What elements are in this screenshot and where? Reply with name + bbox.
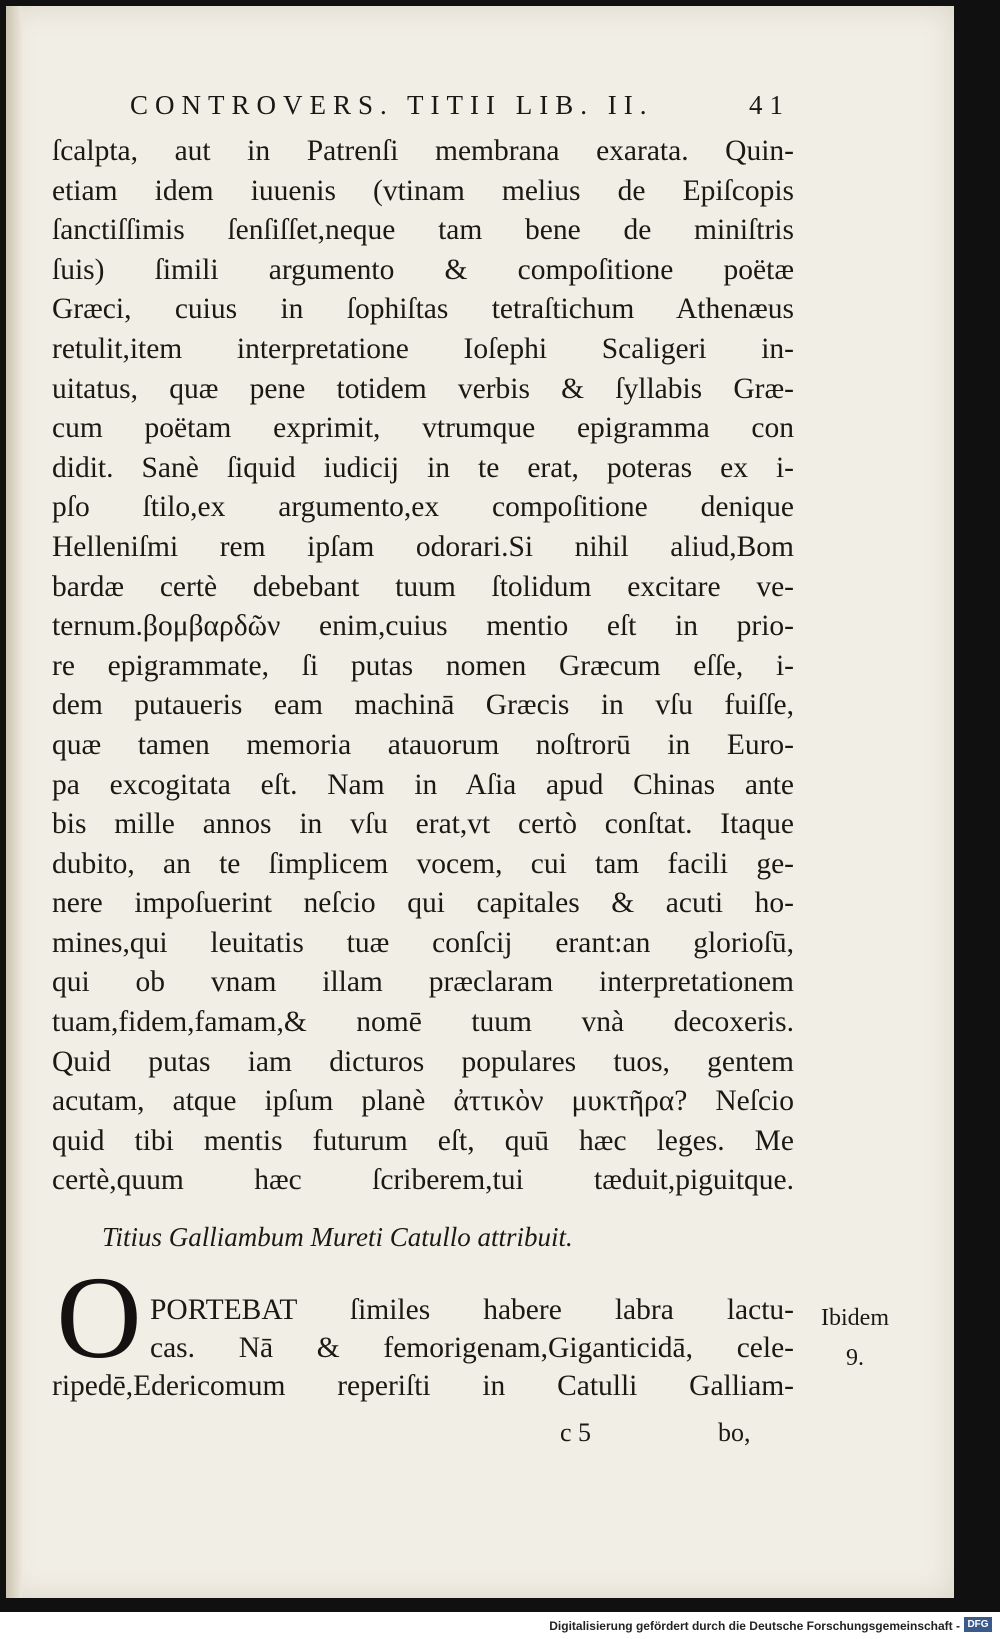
signature-mark: c 5 — [560, 1418, 592, 1447]
footer-credit: Digitalisierung gefördert durch die Deutsche Forschungsgemeinschaft - — [549, 1619, 960, 1633]
text-line: nere impoſuerint neſcio qui capitales & acuti ho- — [52, 887, 794, 920]
text-line: pſo ſtilo,ex argumento,ex compoſitione denique — [52, 491, 794, 524]
text-line: pa excogitata eſt. Nam in Aſia apud Chinas ante — [52, 768, 794, 801]
text-line: Græci, cuius in ſophiſtas tetraſtichum Athenæus — [52, 293, 794, 326]
margin-note-number: 9. — [846, 1345, 864, 1371]
text-line: uitatus, quæ pene totidem verbis & ſyllabis Græ- — [52, 372, 794, 405]
running-head-title: CONTROVERS. TITII LIB. II. — [130, 90, 654, 120]
text-line: PORTEBAT ſimiles habere labra lactu- — [150, 1294, 794, 1326]
text-line: re epigrammate, ſi putas nomen Græcum eſſe, i- — [52, 649, 794, 682]
margin-note-ref: Ibidem — [821, 1305, 889, 1331]
body-text — [52, 132, 794, 1201]
paragraph-two-continued — [52, 1367, 794, 1405]
page-number: 41 — [749, 90, 790, 120]
text-line: quid tibi mentis futurum eſt, quū hæc leges. Me — [52, 1124, 794, 1157]
text-line: bardæ certè debebant tuum ſtolidum excitare ve- — [52, 570, 794, 603]
text-line: cum poëtam exprimit, vtrumque epigramma con — [52, 412, 794, 445]
running-head — [130, 90, 790, 124]
text-line: didit. Sanè ſiquid iudicij in te erat, poteras ex i- — [52, 451, 794, 484]
text-line: dubito, an te ſimplicem vocem, cui tam facili ge- — [52, 847, 794, 880]
paragraph-two — [150, 1291, 794, 1367]
text-line: qui ob vnam illam præclaram interpretationem — [52, 966, 794, 999]
text-line: acutam, atque ipſum planè ἀττικὸν μυκτῆρα? Neſcio — [52, 1085, 794, 1118]
dfg-logo-icon: DFG — [964, 1617, 992, 1632]
text-line: ſcalpta, aut in Patrenſi membrana exarata. Quin- — [52, 135, 794, 167]
text-line: Helleniſmi rem ipſam odorari.Si nihil aliud,Bom — [52, 530, 794, 563]
drop-cap: O — [56, 1252, 142, 1383]
text-line: certè,quum hæc ſcriberem,tui tæduit,piguitque. — [52, 1164, 794, 1197]
text-line: quæ tamen memoria atauorum noſtrorū in Euro- — [52, 728, 794, 761]
text-line: bis mille annos in vſu erat,vt certò conſtat. Itaque — [52, 808, 794, 841]
text-line: ſuis) ſimili argumento & compoſitione poëtæ — [52, 253, 794, 286]
text-line: cas. Nā & femorigenam,Giganticidā, cele- — [150, 1332, 794, 1364]
text-line: Quid putas iam dicturos populares tuos, gentem — [52, 1045, 794, 1078]
text-line: ſanctiſſimis ſenſiſſet,neque tam bene de miniſtris — [52, 214, 794, 247]
text-line: etiam idem iuuenis (vtinam melius de Epiſcopis — [52, 174, 794, 207]
text-line: tuam,fidem,famam,& nomē tuum vnà decoxeris. — [52, 1006, 794, 1039]
text-line: ripedē,Edericomum reperiſti in Catulli Galliam- — [52, 1370, 794, 1402]
margin-note — [810, 1298, 900, 1378]
text-line: mines,qui leuitatis tuæ conſcij erant:an glorioſū, — [52, 926, 794, 959]
section-title: Titius Galliambum Mureti Catullo attribuit. — [102, 1222, 573, 1252]
catchword: bo, — [718, 1418, 751, 1447]
text-line: retulit,item interpretatione Ioſephi Scaligeri in- — [52, 332, 794, 365]
page-gutter — [6, 6, 22, 1598]
text-line: ternum.βομβαρδῶν enim,cuius mentio eſt in prio- — [52, 610, 794, 643]
text-line: dem putaueris eam machinā Græcis in vſu fuiſſe, — [52, 689, 794, 722]
